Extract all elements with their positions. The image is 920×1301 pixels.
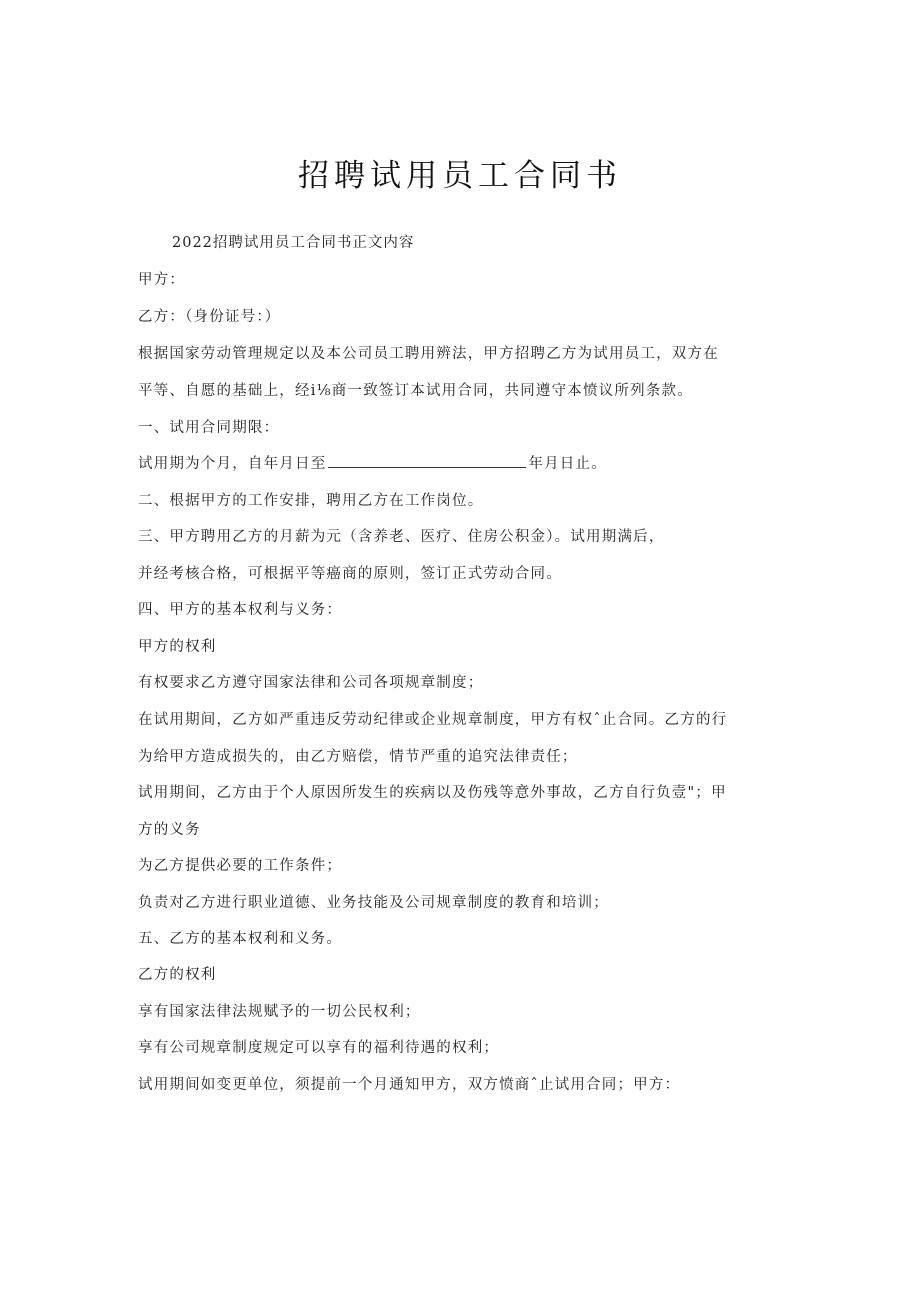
fill-in-blank xyxy=(328,453,526,468)
paragraph-line xyxy=(138,452,798,473)
paragraph-line: 根据国家劳动管理规定以及本公司员工聘用辨法，甲方招聘乙方为试用员工，双方在 xyxy=(138,346,719,362)
paragraph-line: 享有国家法律法规赋予的一切公民权利； xyxy=(138,1004,421,1020)
paragraph-line: 试用期间如变更单位，须提前一个月通知甲方，双方愤商ˆ止试用合同；甲方： xyxy=(138,1077,681,1093)
paragraph-line: 五、乙方的基本权利和义务。 xyxy=(138,931,343,947)
paragraph-text: 试用期为个月，自年月日至 xyxy=(138,456,327,472)
paragraph-line: 甲方的权利 xyxy=(138,639,217,655)
document-subtitle: 2022招聘试用员工合同书正文内容 xyxy=(172,235,415,251)
paragraph-line: 一、试用合同期限： xyxy=(138,420,280,436)
paragraph-text: 年月日止。 xyxy=(528,456,607,472)
paragraph-line: 并经考核合格，可根据平等癌商的原则，签订正式劳动合同。 xyxy=(138,566,562,582)
document-title: 招聘试用员工合同书 xyxy=(298,158,622,194)
paragraph-line: 平等、自愿的基础上，经i⅛商一致签订本试用合同，共同遵守本愤议所列条款。 xyxy=(138,383,693,399)
paragraph-line: 甲方： xyxy=(138,272,186,288)
paragraph-line: 在试用期间，乙方如严重违反劳动纪律或企业规章制度，甲方有权ˆ止合同。乙方的行 xyxy=(138,712,728,728)
paragraph-line: 为给甲方造成损失的，由乙方赔偿，情节严重的追究法律责任； xyxy=(138,749,578,765)
paragraph-line: 享有公司规章制度规定可以享有的福利待遇的权利； xyxy=(138,1040,500,1056)
paragraph-line: 试用期间，乙方由于个人原因所发生的疾病以及伤残等意外事故，乙方自行负壹"；甲 xyxy=(138,785,727,801)
paragraph-line: 方的义务 xyxy=(138,822,201,838)
paragraph-line: 乙方：（身份证号：） xyxy=(138,309,281,325)
paragraph-line: 二、根据甲方的工作安排，聘用乙方在工作岗位。 xyxy=(138,493,484,509)
paragraph-line: 四、甲方的基本权利与义务： xyxy=(138,602,343,618)
paragraph-line: 乙方的权利 xyxy=(138,967,217,983)
paragraph-line: 为乙方提供必要的工作条件； xyxy=(138,858,343,874)
paragraph-line: 负责对乙方进行职业道德、业务技能及公司规章制度的教育和培训； xyxy=(138,895,609,911)
paragraph-line: 有权要求乙方遵守国家法律和公司各项规章制度； xyxy=(138,675,484,691)
paragraph-line: 三、甲方聘用乙方的月薪为元（含养老、医疗、住房公积金）。试用期满后， xyxy=(138,529,665,545)
